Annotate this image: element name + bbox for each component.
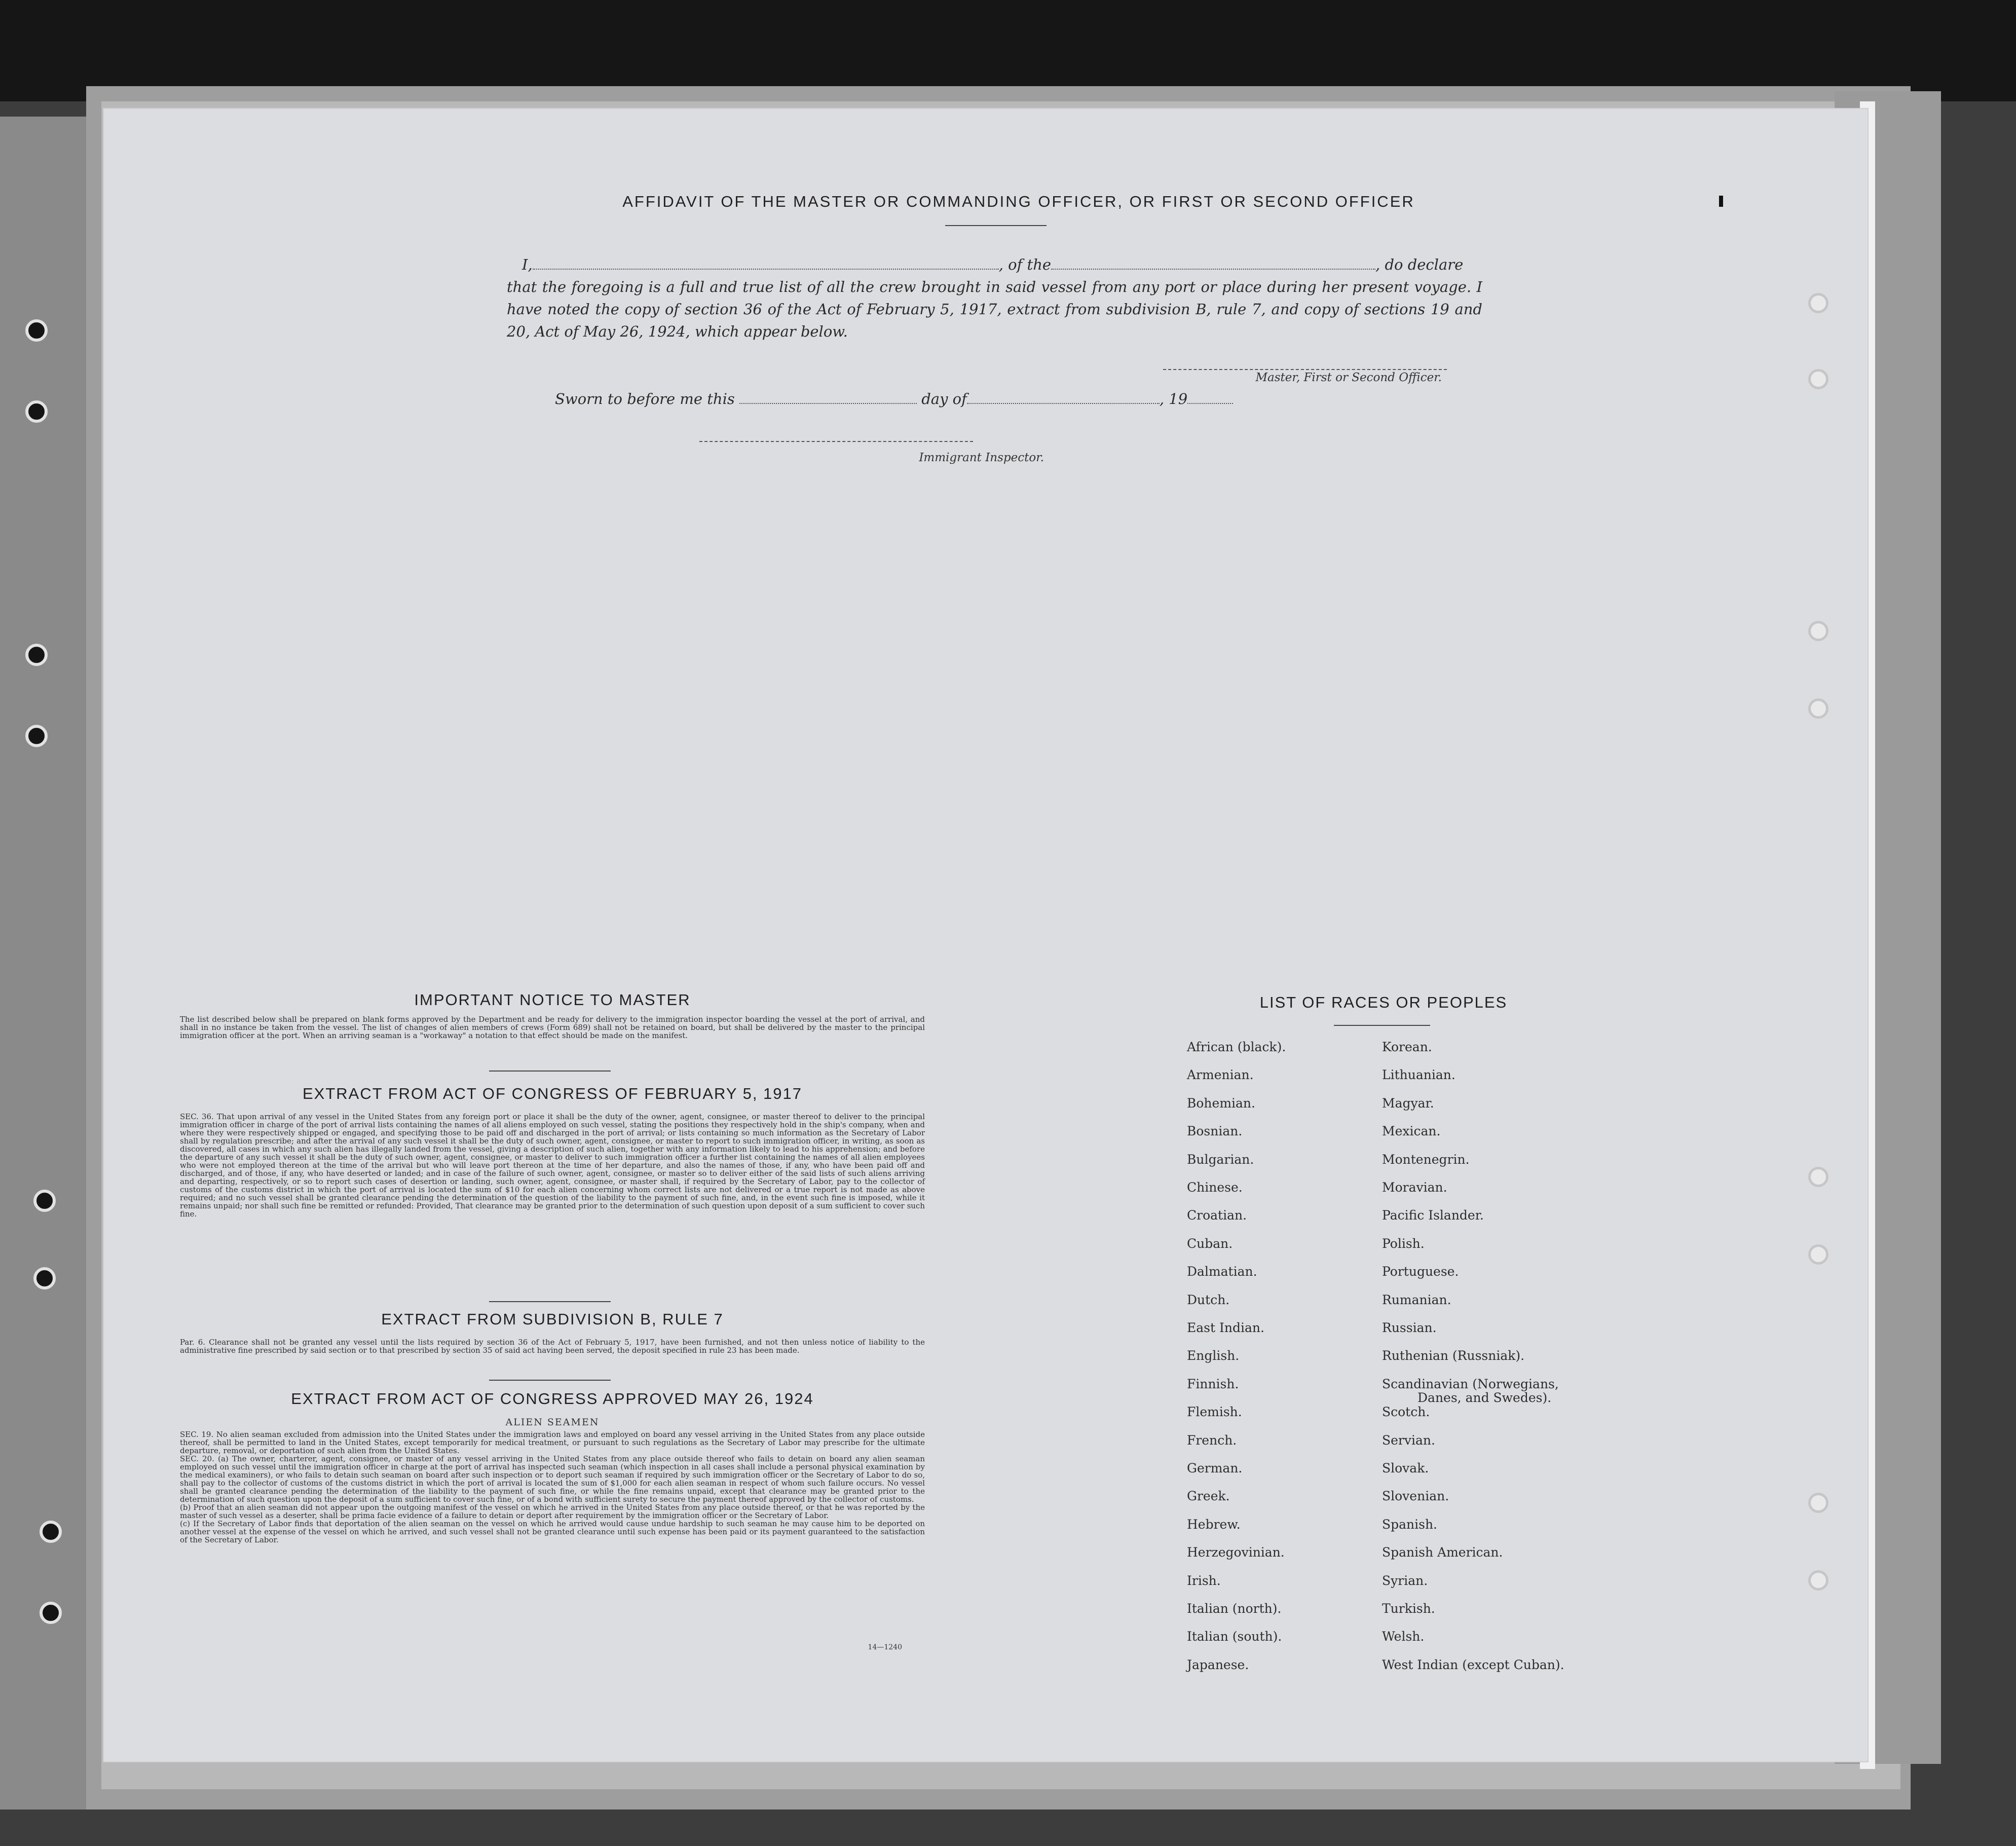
binder-hole — [25, 644, 48, 666]
declarant-name-field[interactable] — [533, 257, 999, 270]
race-item: Dalmatian. — [1187, 1264, 1257, 1279]
race-item: Dutch. — [1187, 1293, 1230, 1307]
race-item: Pacific Islander. — [1382, 1208, 1484, 1223]
race-item: Servian. — [1382, 1433, 1435, 1448]
race-item: Italian (south). — [1187, 1629, 1282, 1644]
race-item: Turkish. — [1382, 1601, 1435, 1616]
race-item: East Indian. — [1187, 1320, 1264, 1335]
affidavit-title: AFFIDAVIT OF THE MASTER OR COMMANDING OFFICER, OR FIRST OR SECOND OFFICER — [622, 193, 1415, 210]
notice-title: IMPORTANT NOTICE TO MASTER — [414, 991, 691, 1009]
race-item: Spanish. — [1382, 1517, 1438, 1532]
declaration-line — [507, 253, 1482, 276]
binder-hole — [25, 400, 48, 423]
race-item: Rumanian. — [1382, 1293, 1451, 1307]
title-rule — [945, 225, 1047, 226]
sec20a-text: SEC. 20. (a) The owner, charterer, agent, consignee, or master of any vessel arriving in the United States from any place outside thereof who fails to detain on board any alien seaman employed on such vessel until the immigration officer in charge at the port of arrival has inspected such seaman (which inspection in all cases shall include a personal physical examination by the medical examiners), or who fails to detain such seaman on board after such inspection or to deport such seaman if required by such immigration officer or the Secretary of Labor to do so, shall pay to the collector of customs of the customs district in which the port of arrival is located the sum of $1,000 for each alien seaman in respect of whom such failure occurs. No vessel shall be granted clearance pending the determination of the liability to the payment of such fine, or while the fine remains unpaid, except that clearance may be granted prior to the determination of such question upon the deposit of a sum sufficient to cover such fine, or of a bond with sufficient surety to secure the payment thereof approved by the collector of customs. — [180, 1454, 925, 1504]
day-of-text: day of — [921, 390, 967, 408]
race-item: Slovenian. — [1382, 1489, 1449, 1503]
sec20b-text: (b) Proof that an alien seaman did not appear upon the outgoing manifest of the vessel on which he arrived in the United States from any place outside thereof, or that he was reported by the master of such vessel as a deserter, shall be prima facie evidence of a failure to detain or deport after requirement by the immigration officer or the Secretary of Labor. — [180, 1503, 925, 1520]
section-rule — [489, 1301, 611, 1302]
race-item: Bohemian. — [1187, 1096, 1255, 1111]
punch-hole — [1808, 369, 1828, 389]
vessel-name-field[interactable] — [1051, 257, 1375, 270]
race-item: Croatian. — [1187, 1208, 1247, 1223]
race-item: Scotch. — [1382, 1405, 1430, 1419]
sworn-day-field[interactable] — [739, 392, 917, 404]
sworn-line — [555, 390, 1264, 408]
sworn-month-field[interactable] — [967, 392, 1160, 404]
year-prefix: , 19 — [1159, 390, 1188, 408]
punch-hole — [1808, 1244, 1828, 1265]
punch-hole — [1808, 293, 1828, 313]
race-item: Mexican. — [1382, 1124, 1441, 1138]
alien-seamen-subtitle: ALIEN SEAMEN — [505, 1417, 600, 1428]
race-item: Italian (north). — [1187, 1601, 1282, 1616]
race-item: Polish. — [1382, 1236, 1425, 1251]
binder-hole — [25, 319, 48, 342]
races-title: LIST OF RACES OR PEOPLES — [1259, 993, 1508, 1011]
sworn-year-field[interactable] — [1187, 392, 1233, 404]
race-item: Magyar. — [1382, 1096, 1434, 1111]
form-number: 14—1240 — [868, 1643, 902, 1651]
rule7-text: Par. 6. Clearance shall not be granted any vessel until the lists required by section 36 of the Act of February 5, 1917, have been furnished, and not then unless notice of liability to the administrative fine prescribed by said section or to that prescribed by section 35 of said act having been served, the deposit specified in rule 23 has been made. — [180, 1338, 925, 1355]
race-item: Scandinavian (Norwegians, — [1382, 1377, 1559, 1391]
notice-text: The list described below shall be prepared on blank forms approved by the Department and be ready for delivery to the immigration inspector boarding the vessel at the port of arrival, and shall in no instance be taken from the vessel. The list of changes of alien members of crews (Form 689) shall not be retained on board, but shall be delivered by the master to the principal immigration officer at the port. When an arriving seaman is a "workaway" a notation to that effect should be made on the manifest. — [180, 1015, 925, 1040]
of-the-text: , of the — [998, 256, 1052, 273]
race-item: French. — [1187, 1433, 1237, 1448]
race-item: German. — [1187, 1461, 1243, 1475]
race-item: West Indian (except Cuban). — [1382, 1657, 1564, 1672]
punch-hole — [1808, 1167, 1828, 1187]
corner-mark — [1719, 196, 1723, 207]
rule7-title: EXTRACT FROM SUBDIVISION B, RULE 7 — [381, 1310, 724, 1328]
race-item: Lithuanian. — [1382, 1067, 1455, 1082]
affidavit-body — [507, 253, 1482, 343]
race-item: English. — [1187, 1348, 1240, 1363]
race-item: Danes, and Swedes). — [1417, 1390, 1552, 1405]
race-item: Finnish. — [1187, 1377, 1239, 1391]
races-right-column — [1382, 1040, 1564, 1679]
race-item: Irish. — [1187, 1573, 1221, 1588]
race-item: Hebrew. — [1187, 1517, 1241, 1532]
declare-text: , do declare — [1375, 256, 1464, 273]
race-item: Ruthenian (Russniak). — [1382, 1348, 1525, 1363]
race-item: Bosnian. — [1187, 1124, 1243, 1138]
punch-hole — [1808, 698, 1828, 719]
race-item: African (black). — [1187, 1040, 1286, 1054]
act-1924-text — [180, 1430, 925, 1544]
race-item: Slovak. — [1382, 1461, 1429, 1475]
binder-hole — [33, 1190, 56, 1212]
inspector-signature-field[interactable] — [699, 441, 973, 442]
race-item: Syrian. — [1382, 1573, 1428, 1588]
binder-strip — [0, 117, 86, 1810]
race-item: Russian. — [1382, 1320, 1437, 1335]
race-item: Bulgarian. — [1187, 1152, 1254, 1167]
binder-hole — [33, 1267, 56, 1289]
sec19-text: SEC. 19. No alien seaman excluded from admission into the United States under the immigration laws and employed on board any vessel arriving in the United States from any place outside thereof, shall be permitted to land in the United States, except temporarily for medical treatment, or pursuant to such regulations as the Secretary of Labor may prescribe for the ultimate departure, removal, or deportation of such alien from the United States. — [180, 1430, 925, 1455]
inspector-label: Immigrant Inspector. — [919, 451, 1044, 464]
punch-hole — [1808, 621, 1828, 641]
act-1917-title: EXTRACT FROM ACT OF CONGRESS OF FEBRUARY 5, 1917 — [302, 1085, 803, 1102]
declaration-text: that the foregoing is a full and true list of all the crew brought in said vessel from any port or place during her present voyage. I have noted the copy of section 36 of the Act of February 5, 1917, extract from subdivision B, rule 7, and copy of sections 19 and 20, Act of May 26, 1924, which appear below. — [507, 278, 1482, 340]
section-rule — [489, 1380, 611, 1381]
act-1924-title: EXTRACT FROM ACT OF CONGRESS APPROVED MAY 26, 1924 — [291, 1390, 814, 1408]
sworn-prefix: Sworn to before me this — [555, 390, 735, 408]
binder-hole — [25, 725, 48, 747]
race-item: Herzegovinian. — [1187, 1545, 1285, 1560]
master-signature-label: Master, First or Second Officer. — [1255, 371, 1442, 384]
punch-hole — [1808, 1493, 1828, 1513]
declarant-prefix: I, — [522, 256, 533, 273]
race-item: Welsh. — [1382, 1629, 1425, 1644]
race-item: Armenian. — [1187, 1067, 1254, 1082]
section-rule — [489, 1070, 611, 1072]
races-rule — [1334, 1025, 1430, 1026]
master-signature-field[interactable] — [1163, 369, 1447, 370]
race-item: Cuban. — [1187, 1236, 1233, 1251]
punch-hole — [1808, 1570, 1828, 1591]
races-left-column — [1187, 1040, 1369, 1679]
race-item: Japanese. — [1187, 1657, 1249, 1672]
race-item: Moravian. — [1382, 1180, 1447, 1195]
race-item: Spanish American. — [1382, 1545, 1503, 1560]
race-item: Korean. — [1382, 1040, 1432, 1054]
binder-hole — [40, 1602, 62, 1624]
act-1917-text: SEC. 36. That upon arrival of any vessel in the United States from any foreign port or place it shall be the duty of the owner, agent, consignee, or master thereof to deliver to the principal immigration officer in charge of the port of arrival lists containing the names of all aliens employed on such vessel, stating the positions they respectively hold in the ship's company, when and where they were respectively shipped or engaged, and specifying those to be paid off and discharged in the port of arrival; or lists containing so much information as the Secretary of Labor shall by regulation prescribe; and after the arrival of any such vessel it shall be the duty of such owner, agent, consignee, or master to report to such immigration officer, in writing, as soon as discovered, all cases in which any such alien has illegally landed from the vessel, giving a description of such alien, together with any information likely to lead to his apprehension; and before the departure of any such vessel it shall be the duty of such owner, agent, consignee, or master to deliver to such immigration officer a further list containing the names of all alien employees who were not employed thereon at the time of the arrival but who will leave port thereon at the time of her departure, and also the names of those, if any, who have been paid off and discharged, and of those, if any, who have deserted or landed; and in case of the failure of such owner, agent, consignee, or master so to deliver either of the said lists of such aliens arriving and departing, respectively, or so to report such cases of desertion or landing, such owner, agent, consignee, or master shall, if required by the Secretary of Labor, pay to the collector of customs of the customs district in which the port of arrival is located the sum of $10 for each alien concerning whom correct lists are not delivered or a true report is not made as above required; and no such vessel shall be granted clearance pending the determination of the question of the liability to the payment of such fine, and, in the event such fine is imposed, while it remains unpaid; nor shall such fine be remitted or refunded: Provided, That clearance may be granted prior to the determination of such question upon deposit of a sum sufficient to cover such fine. — [180, 1112, 925, 1219]
race-item: Montenegrin. — [1382, 1152, 1470, 1167]
race-item: Portuguese. — [1382, 1264, 1459, 1279]
race-item: Greek. — [1187, 1489, 1230, 1503]
binder-hole — [40, 1521, 62, 1543]
race-item: Flemish. — [1187, 1405, 1242, 1419]
sec20c-text: (c) If the Secretary of Labor finds that deportation of the alien seaman on the vessel on which he arrived would cause undue hardship to such seaman he may cause him to be deported on another vessel at the expense of the vessel on which he arrived, and such vessel shall not be granted clearance until such expense has been paid or its payment guaranteed to the satisfaction of the Secretary of Labor. — [180, 1519, 925, 1544]
race-item: Chinese. — [1187, 1180, 1243, 1195]
